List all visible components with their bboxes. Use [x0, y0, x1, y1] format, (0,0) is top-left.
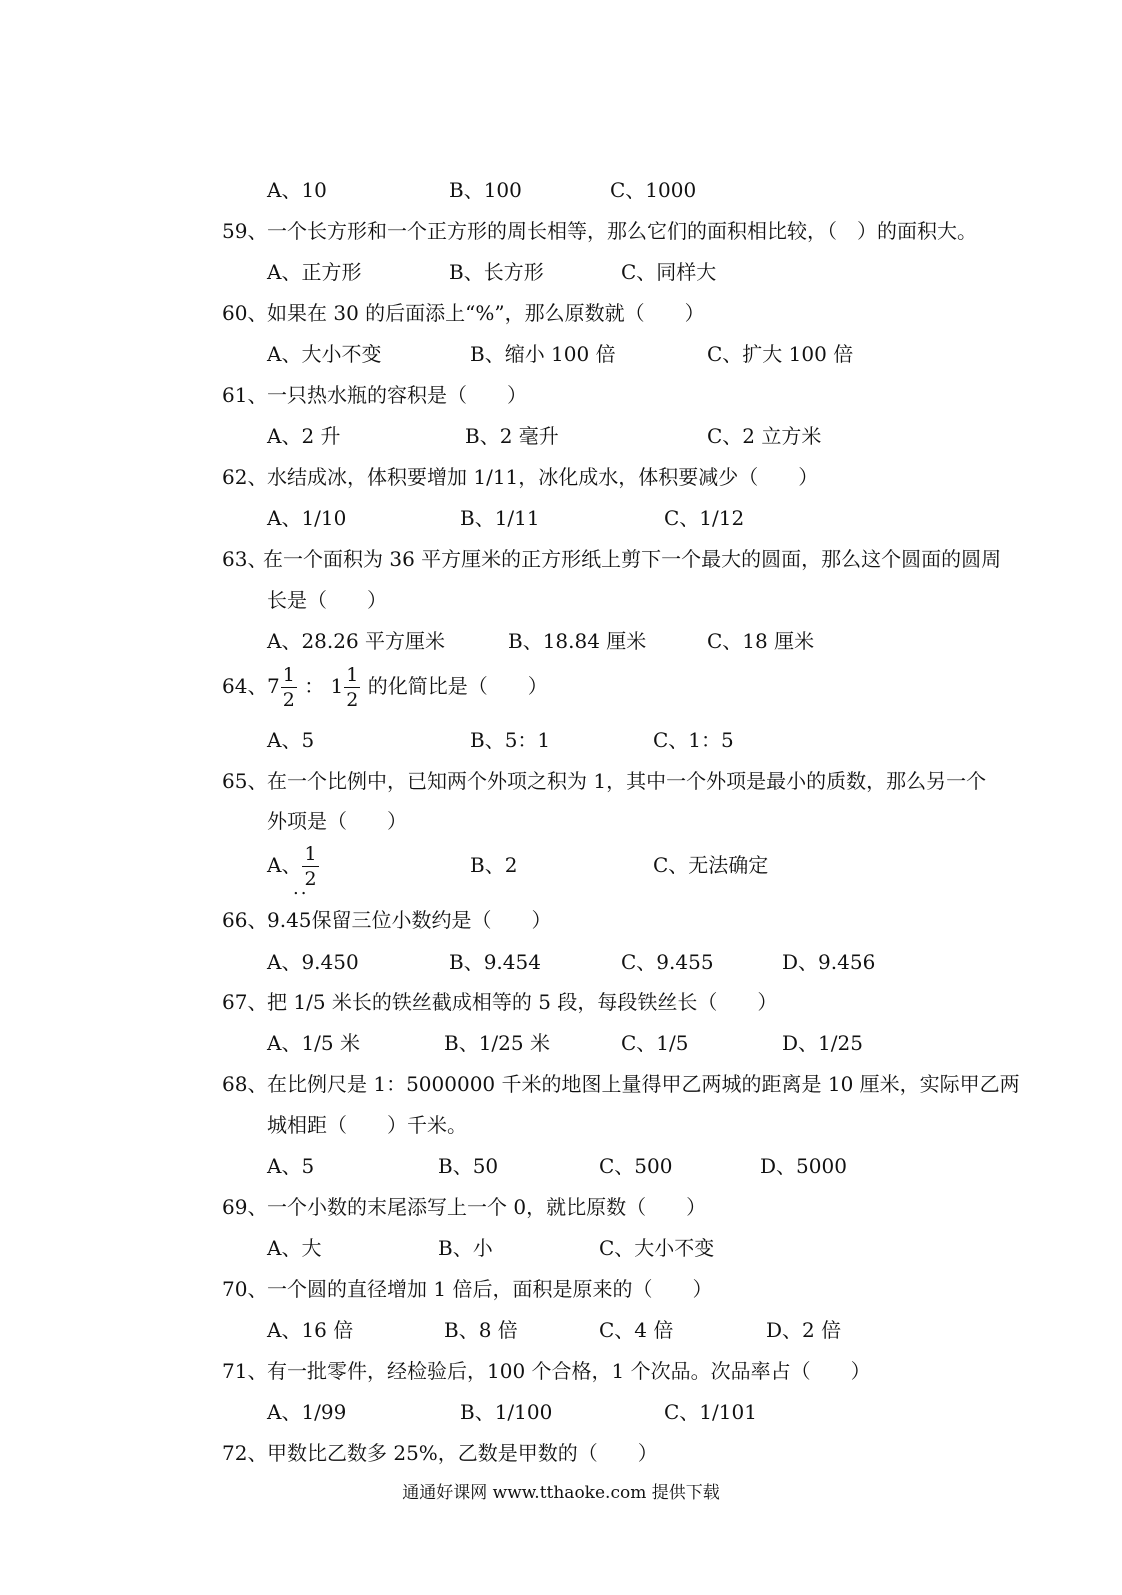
option-b: B、缩小 100 倍 [470, 342, 616, 366]
option-c: C、1/12 [664, 506, 745, 530]
option-a: A、28.26 平方厘米 [267, 629, 446, 653]
question-number: 65、 [222, 769, 268, 793]
question-number: 61、 [222, 383, 268, 407]
question-65-options [0, 842, 1122, 888]
question-text: 有一批零件，经检验后，100 个合格，1 个次品。次品率占（ ） [267, 1359, 871, 1383]
option-c: C、1000 [610, 178, 697, 202]
option-c: C、同样大 [621, 260, 717, 284]
question-58-options [0, 175, 1122, 205]
question-number: 67、 [222, 990, 268, 1014]
option-b: B、100 [449, 178, 522, 202]
option-a: A、5 [267, 728, 315, 752]
option-d: D、5000 [760, 1154, 847, 1178]
question-text: 一个小数的末尾添写上一个 0，就比原数（ ） [267, 1195, 707, 1219]
question-text: 水结成冰，体积要增加 1/11，冰化成水，体积要减少（ ） [267, 465, 819, 489]
question-59-options [0, 257, 1122, 287]
question-text: 在一个面积为 36 平方厘米的正方形纸上剪下一个最大的圆面，那么这个圆面的圆周 [263, 547, 1002, 571]
question-number: 66、 [222, 908, 268, 932]
repeating-decimal-dots: .. [293, 878, 309, 899]
question-text: 一个圆的直径增加 1 倍后，面积是原来的（ ） [267, 1277, 713, 1301]
option-b: B、1/25 米 [444, 1031, 550, 1055]
question-61-options [0, 421, 1122, 451]
question-number: 62、 [222, 465, 268, 489]
question-69-options [0, 1233, 1122, 1263]
option-d: D、1/25 [782, 1031, 863, 1055]
option-a: A、10 [267, 178, 327, 202]
question-68-continuation [0, 1110, 1122, 1140]
option-b: B、50 [438, 1154, 499, 1178]
question-65-continuation [0, 806, 1122, 836]
question-number: 64、 [222, 674, 268, 698]
question-67-options [0, 1028, 1122, 1058]
option-b: B、2 [470, 853, 518, 877]
option-a: A、2 升 [267, 424, 341, 448]
question-62 [0, 462, 1122, 492]
question-62-options [0, 503, 1122, 533]
question-60 [0, 298, 1122, 328]
option-c: C、2 立方米 [707, 424, 822, 448]
question-69 [0, 1192, 1122, 1222]
question-71 [0, 1356, 1122, 1386]
denominator: 2 [282, 688, 295, 711]
question-67 [0, 987, 1122, 1017]
option-b: B、1/100 [460, 1400, 553, 1424]
option-d: D、9.456 [782, 950, 876, 974]
question-70-options [0, 1315, 1122, 1345]
ratio-separator: ： [304, 674, 325, 698]
question-number: 70、 [222, 1277, 268, 1301]
option-a: A、1/99 [267, 1400, 347, 1424]
option-c: C、1/101 [664, 1400, 757, 1424]
question-63 [0, 544, 1122, 574]
question-text: 把 1/5 米长的铁丝截成相等的 5 段，每段铁丝长（ ） [267, 990, 778, 1014]
question-number: 68、 [222, 1072, 268, 1096]
question-expression [267, 664, 548, 710]
question-text-line2: 长是（ ） [267, 588, 387, 612]
whole-part-2: 1 [330, 674, 344, 698]
question-66-options [0, 947, 1122, 977]
question-number: 71、 [222, 1359, 268, 1383]
page-footer: 通通好课网 www.tthaoke.com 提供下载 [402, 1483, 720, 1503]
question-number: 69、 [222, 1195, 268, 1219]
option-a: A、1/10 [267, 506, 347, 530]
option-b: B、1/11 [460, 506, 540, 530]
denominator: 2 [304, 867, 317, 890]
option-b: B、2 毫升 [465, 424, 559, 448]
option-a-prefix: A、 [267, 853, 302, 877]
option-a: A、大 [267, 1236, 322, 1260]
question-59 [0, 216, 1122, 246]
numerator: 1 [304, 842, 317, 865]
question-text: 甲数比乙数多 25%，乙数是甲数的（ ） [267, 1441, 658, 1465]
option-b: B、8 倍 [444, 1318, 518, 1342]
option-c: C、扩大 100 倍 [707, 342, 854, 366]
option-a: A、5 [267, 1154, 315, 1178]
question-61 [0, 380, 1122, 410]
option-a: A、1/5 米 [267, 1031, 360, 1055]
option-a: A、大小不变 [267, 342, 382, 366]
question-text: 一个长方形和一个正方形的周长相等，那么它们的面积相比较，（ ）的面积大。 [267, 219, 977, 243]
question-text: 如果在 30 的后面添上“%”，那么原数就（ ） [267, 301, 705, 325]
question-number: 59、 [222, 219, 268, 243]
question-70 [0, 1274, 1122, 1304]
option-b: B、长方形 [449, 260, 544, 284]
question-text: 的化简比是（ ） [367, 674, 548, 698]
option-a: A、9.450 [267, 950, 359, 974]
option-a: A、正方形 [267, 260, 362, 284]
question-71-options [0, 1397, 1122, 1427]
option-c: C、大小不变 [599, 1236, 715, 1260]
question-number: 60、 [222, 301, 268, 325]
question-63-continuation [0, 585, 1122, 615]
question-number: 72、 [222, 1441, 268, 1465]
question-text: 在比例尺是 1：5000000 千米的地图上量得甲乙两城的距离是 10 厘米，实际甲乙两 [267, 1072, 1020, 1096]
denominator: 2 [346, 688, 359, 711]
question-63-options [0, 626, 1122, 656]
option-c: C、无法确定 [653, 853, 769, 877]
option-b: B、5：1 [470, 728, 551, 752]
fraction-2 [344, 663, 360, 711]
option-c: C、4 倍 [599, 1318, 674, 1342]
question-number: 63、 [222, 547, 268, 571]
option-b: B、9.454 [449, 950, 541, 974]
question-60-options [0, 339, 1122, 369]
question-66 [0, 905, 1122, 935]
fraction-1 [281, 663, 297, 711]
question-64-options [0, 725, 1122, 755]
option-b: B、小 [438, 1236, 493, 1260]
question-text: 9.45保留三位小数约是（ ） [267, 908, 552, 932]
whole-part-1: 7 [267, 674, 280, 698]
numerator: 1 [346, 663, 359, 686]
question-text: 一只热水瓶的容积是（ ） [267, 383, 527, 407]
option-c: C、1/5 [621, 1031, 689, 1055]
option-c: C、18 厘米 [707, 629, 815, 653]
question-text: 在一个比例中，已知两个外项之积为 1，其中一个外项是最小的质数，那么另一个 [267, 769, 987, 793]
question-text-line2: 外项是（ ） [267, 809, 407, 833]
numerator: 1 [282, 663, 295, 686]
question-72 [0, 1438, 1122, 1468]
question-68-options [0, 1151, 1122, 1181]
option-c: C、9.455 [621, 950, 714, 974]
option-a: A、16 倍 [267, 1318, 354, 1342]
question-text-line2: 城相距（ ）千米。 [267, 1113, 467, 1137]
option-c: C、1：5 [653, 728, 734, 752]
question-64 [0, 663, 1122, 711]
option-d: D、2 倍 [766, 1318, 842, 1342]
question-68 [0, 1069, 1122, 1099]
option-b: B、18.84 厘米 [508, 629, 647, 653]
question-65 [0, 766, 1122, 796]
option-c: C、500 [599, 1154, 673, 1178]
